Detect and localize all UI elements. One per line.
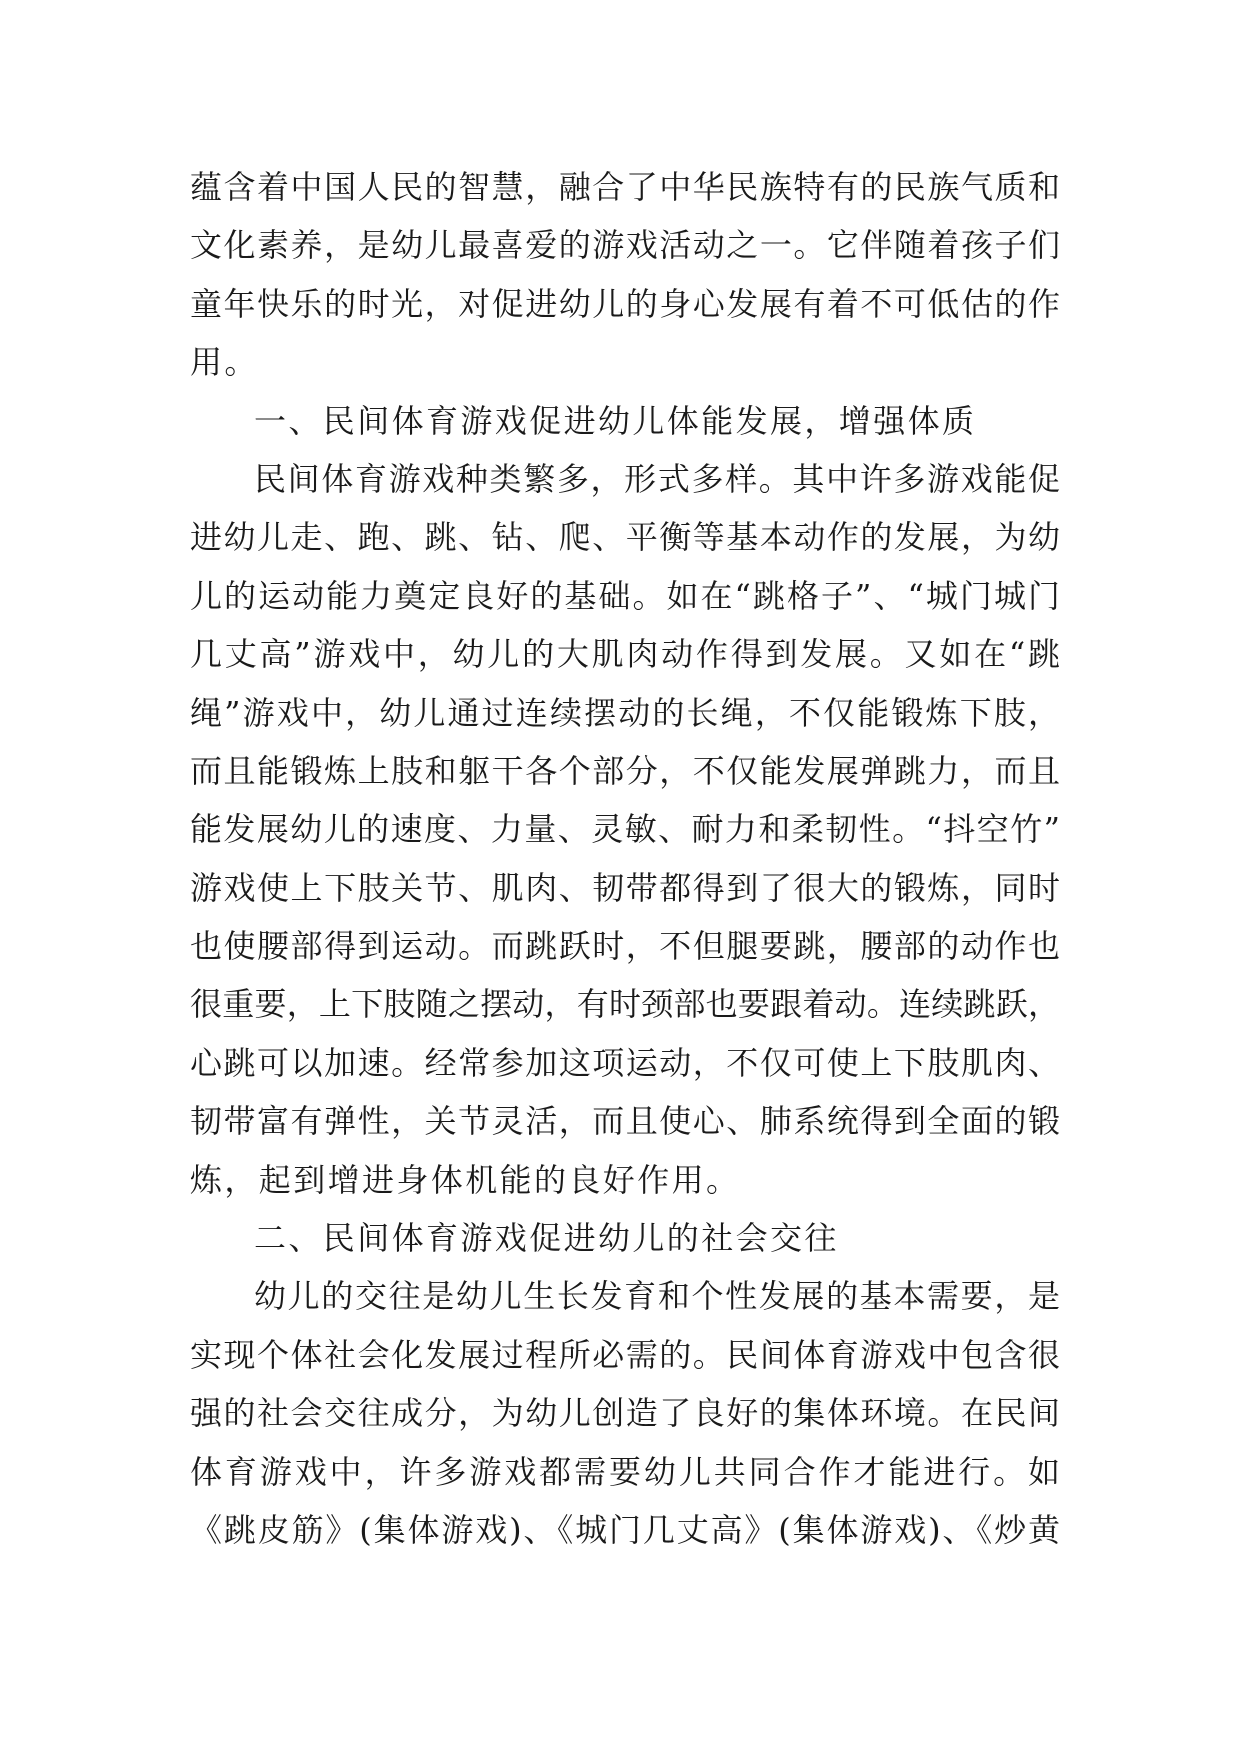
paragraph-line: 文化素养，是幼儿最喜爱的游戏活动之一。它伴随着孩子们 xyxy=(190,226,1060,265)
paragraph-line: 蕴含着中国人民的智慧，融合了中华民族特有的民族气质和 xyxy=(190,168,1060,206)
section-heading-2: 二、民间体育游戏促进幼儿的社会交往 xyxy=(254,1219,839,1258)
paragraph-line: 心跳可以加速。经常参加这项运动，不仅可使上下肢肌肉、 xyxy=(190,1043,1060,1082)
paragraph-line: 能发展幼儿的速度、力量、灵敏、耐力和柔韧性。“抖空竹” xyxy=(190,810,1060,849)
paragraph-line: 绳”游戏中，幼儿通过连续摆动的长绳，不仅能锻炼下肢， xyxy=(190,693,1060,732)
paragraph-line: 民间体育游戏种类繁多，形式多样。其中许多游戏能促 xyxy=(254,459,1060,498)
paragraph-line: 韧带富有弹性，关节灵活，而且使心、肺系统得到全面的锻 xyxy=(190,1102,1060,1141)
paragraph-line: 几丈高”游戏中，幼儿的大肌肉动作得到发展。又如在“跳 xyxy=(190,635,1060,674)
paragraph-line: 幼儿的交往是幼儿生长发育和个性发展的基本需要，是 xyxy=(254,1277,1060,1316)
document-body xyxy=(190,158,1060,1559)
section-heading-1: 一、民间体育游戏促进幼儿体能发展，增强体质 xyxy=(254,401,977,440)
paragraph-line: 《跳皮筋》(集体游戏)、《城门几丈高》(集体游戏)、《炒黄 xyxy=(190,1510,1060,1549)
paragraph-line: 儿的运动能力奠定良好的基础。如在“跳格子”、“城门城门 xyxy=(190,576,1060,615)
paragraph-line: 强的社会交往成分，为幼儿创造了良好的集体环境。在民间 xyxy=(190,1394,1060,1433)
paragraph-line: 很重要，上下肢随之摆动，有时颈部也要跟着动。连续跳跃， xyxy=(190,985,1060,1024)
paragraph-line: 炼，起到增进身体机能的良好作用。 xyxy=(190,1160,741,1199)
paragraph-line: 体育游戏中，许多游戏都需要幼儿共同合作才能进行。如 xyxy=(190,1452,1060,1491)
paragraph-line: 童年快乐的时光，对促进幼儿的身心发展有着不可低估的作 xyxy=(190,284,1060,323)
paragraph-line: 实现个体社会化发展过程所必需的。民间体育游戏中包含很 xyxy=(190,1335,1060,1374)
paragraph-line: 也使腰部得到运动。而跳跃时，不但腿要跳，腰部的动作也 xyxy=(190,927,1060,966)
paragraph-line: 用。 xyxy=(190,343,259,382)
paragraph-line: 而且能锻炼上肢和躯干各个部分，不仅能发展弹跳力，而且 xyxy=(190,751,1060,790)
paragraph-line: 游戏使上下肢关节、肌肉、韧带都得到了很大的锻炼，同时 xyxy=(190,868,1060,907)
paragraph-line: 进幼儿走、跑、跳、钻、爬、平衡等基本动作的发展，为幼 xyxy=(190,518,1060,557)
